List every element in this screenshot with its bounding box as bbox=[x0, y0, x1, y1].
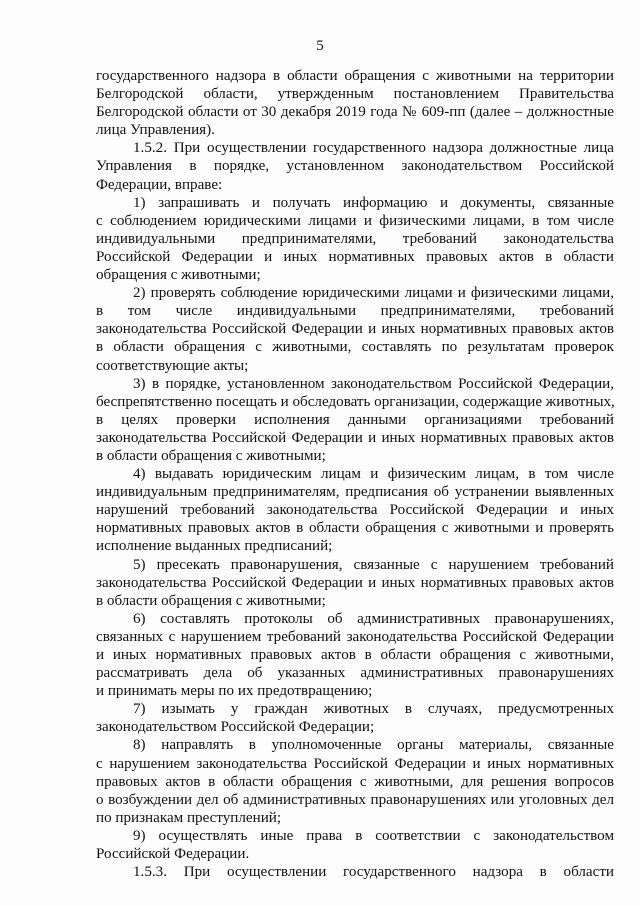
text-line: законодательства Российской Федерации и иных нормативных правовых актов bbox=[96, 574, 614, 591]
text-line: законодательства Российской Федерации и иных нормативных правовых актов bbox=[96, 429, 614, 446]
text-line: 7) изымать у граждан животных в случаях, предусмотренных bbox=[133, 701, 614, 718]
text-line: Федерации, вправе: bbox=[96, 176, 223, 193]
text-line: и иных нормативных правовых актов в области обращения с животными, bbox=[96, 647, 614, 663]
text-line: лица Управления). bbox=[96, 122, 215, 139]
text-line: Белгородской области, утвержденным постановлением Правительства bbox=[96, 86, 614, 103]
text-line: с соблюдением юридическими лицами и физическими лицами, в том числе bbox=[96, 212, 614, 229]
text-line: Российской Федерации. bbox=[96, 846, 250, 863]
text-line: обращения с животными; bbox=[96, 267, 261, 284]
document-body bbox=[96, 67, 614, 881]
text-line: 2) проверять соблюдение юридическими лицами и физическими лицами, bbox=[133, 285, 614, 302]
text-line: 1.5.2. При осуществлении государственного надзора должностные лица bbox=[133, 140, 614, 157]
text-line: 3) в порядке, установленном законодательством Российской Федерации, bbox=[133, 375, 614, 392]
text-line: государственного надзора в области обращения с животными на территории bbox=[96, 68, 614, 84]
text-line: нарушений требований законодательства Российской Федерации и иных bbox=[96, 502, 614, 519]
text-line: в целях проверки исполнения данными организациями требований bbox=[96, 411, 614, 428]
text-line: Белгородской области от 30 декабря 2019 года № 609-пп (далее – должностные bbox=[96, 104, 614, 121]
text-line: индивидуальными предпринимателями, требований законодательства bbox=[96, 230, 614, 247]
text-line: 9) осуществлять иные права в соответствии с законодательством bbox=[133, 827, 614, 844]
text-line: 1) запрашивать и получать информацию и документы, связанные bbox=[133, 194, 614, 211]
page-number: 5 bbox=[316, 38, 324, 54]
text-line: Российской Федерации и иных нормативных правовых актов в области bbox=[96, 248, 614, 265]
text-line: о возбуждении дел об административных правонарушениях или уголовных дел bbox=[96, 791, 614, 808]
text-line: в области обращения с животными, составлять по результатам проверок bbox=[96, 339, 614, 356]
text-line: в том числе индивидуальными предпринимателями, требований bbox=[96, 303, 614, 320]
text-line: в области обращения с животными; bbox=[96, 447, 326, 464]
text-line: соответствующие акты; bbox=[96, 357, 249, 374]
text-line: исполнение выданных предписаний; bbox=[96, 538, 333, 555]
text-line: по признакам преступлений; bbox=[96, 809, 282, 826]
text-line: связанных с нарушением требований законодательства Российской Федерации bbox=[96, 628, 614, 645]
text-line: и принимать меры по их предотвращению; bbox=[96, 683, 373, 700]
text-line: 6) составлять протоколы об административных правонарушениях, bbox=[133, 610, 614, 627]
text-line: 4) выдавать юридическим лицам и физическим лицам, в том числе bbox=[133, 466, 614, 483]
text-line: Управления в порядке, установленном законодательством Российской bbox=[96, 158, 614, 175]
text-line: правовых актов в области обращения с животными, для решения вопросов bbox=[96, 773, 614, 790]
text-line: рассматривать дела об указанных административных правонарушениях bbox=[96, 665, 614, 682]
text-line: 8) направлять в уполномоченные органы материалы, связанные bbox=[133, 737, 614, 754]
text-line: индивидуальным предпринимателям, предписания об устранении выявленных bbox=[96, 484, 614, 501]
text-line: законодательством Российской Федерации; bbox=[96, 719, 375, 736]
text-line: в области обращения с животными; bbox=[96, 592, 326, 609]
text-line: беспрепятственно посещать и обследовать организации, содержащие животных, bbox=[96, 393, 615, 410]
text-line: нормативных правовых актов в области обращения с животными и проверять bbox=[96, 520, 614, 537]
text-line: 5) пресекать правонарушения, связанные с нарушением требований bbox=[133, 556, 614, 573]
text-line: с нарушением законодательства Российской Федерации и иных нормативных bbox=[96, 755, 614, 772]
text-line: законодательства Российской Федерации и иных нормативных правовых актов bbox=[96, 321, 614, 338]
text-line: 1.5.3. При осуществлении государственного надзора в области bbox=[133, 864, 614, 881]
